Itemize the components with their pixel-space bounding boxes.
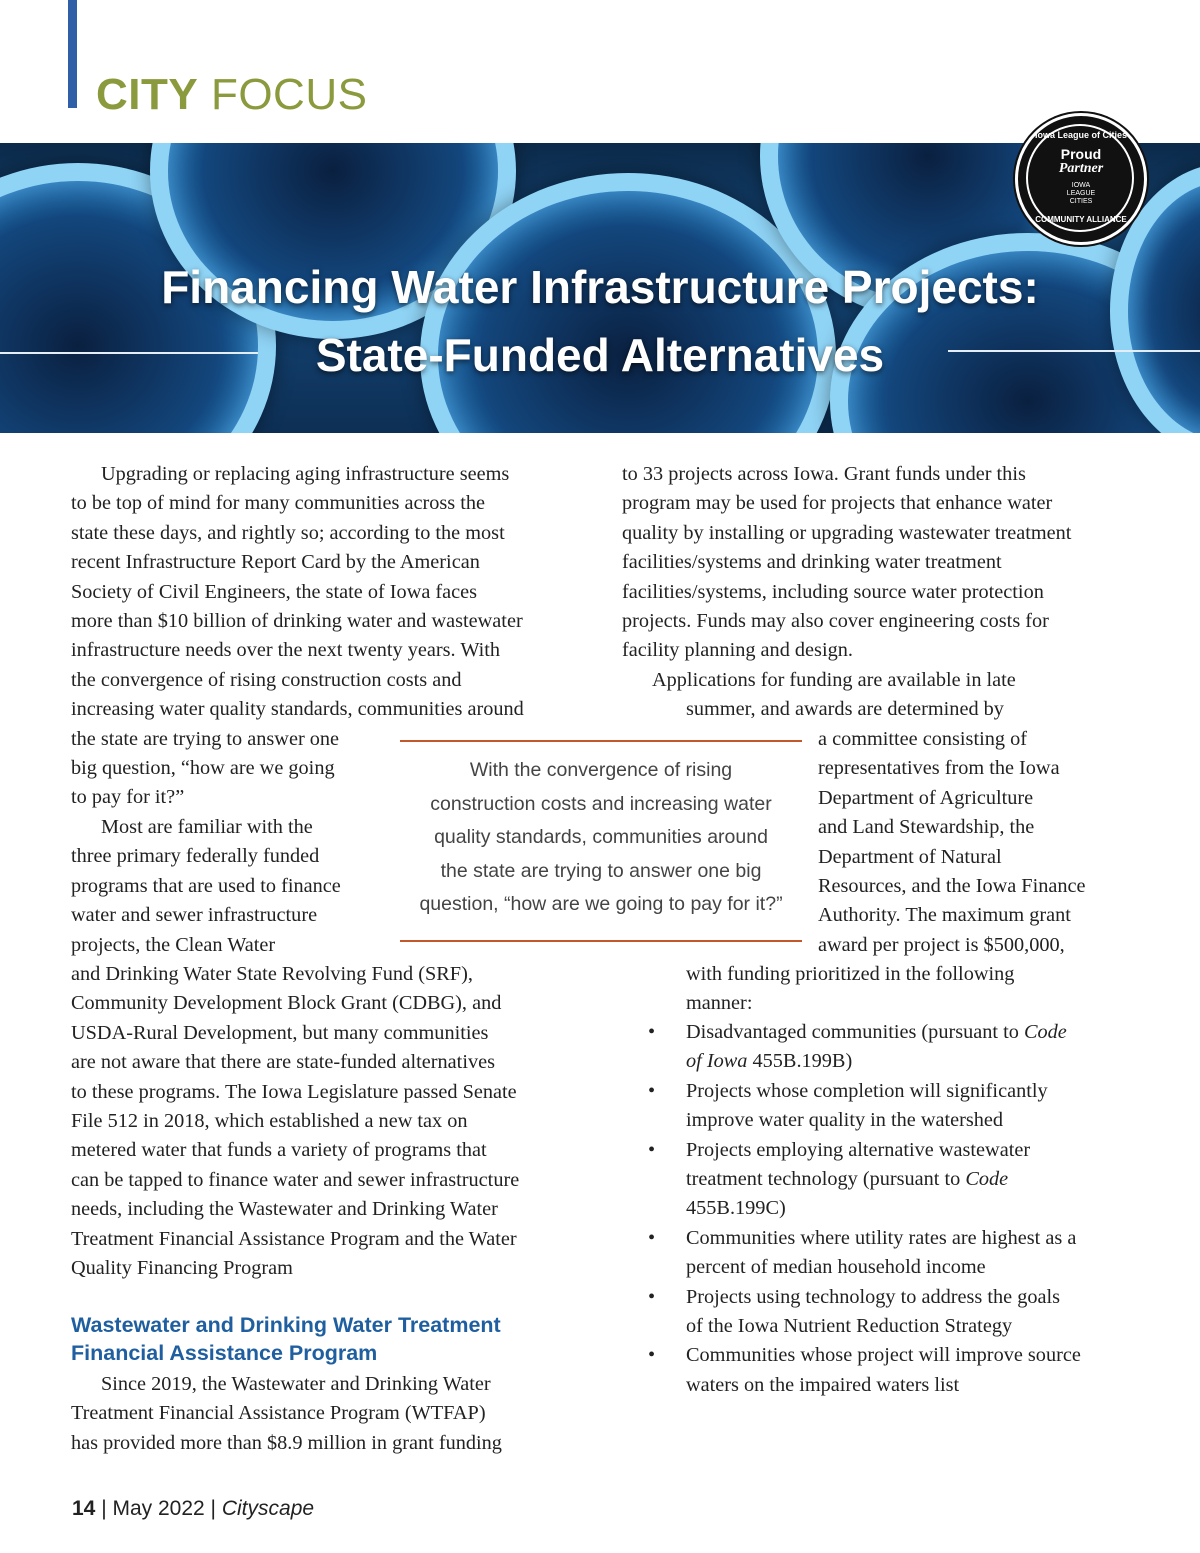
list-item: • Communities whose project will improve source waters on the impaired waters list xyxy=(648,1344,1081,1396)
publication-name: Cityscape xyxy=(221,1497,315,1520)
paragraph-2: Most are familiar with the three primary federally funded programs that are used to finance water and sewer infrastructure projects, the Clean Water and Drinking Water State Revolving Fund (SRF), Community Development Block Grant (CDBG), and USDA-Rural Development, but many communities are not aware that there are state-funded alternatives to these programs. The Iowa Legislature passed Senate File 512 in 2018, which established a new tax on metered water that funds a variety of programs that can be tapped to finance water and sewer infrastructure needs, including the Wastewater and Drinking Water Treatment Financial Assistance Program and the Water Quality Financing Program xyxy=(71,815,520,1279)
pull-quote xyxy=(400,740,802,942)
paragraph-1: Upgrading or replacing aging infrastructure seems to be top of mind for many communities across the state these days, and rightly so; according to the most recent Infrastructure Report Card by the American Society of Civil Engineers, the state of Iowa faces more than $10 billion of drinking water and wastewater infrastructure needs over the next twenty years. With the convergence of rising construction costs and increasing water quality standards, communities around the state are trying to answer one big question, “how are we going to pay for it?” xyxy=(71,463,524,809)
paragraph-3: Since 2019, the Wastewater and Drinking Water Treatment Financial Assistance Program (WTFAP) has provided more than $8.9 million in grant funding xyxy=(71,1373,502,1454)
badge-logo: IOWA LEAGUE CITIES xyxy=(1066,182,1096,205)
right-column-after: with funding prioritized in the following manner: xyxy=(686,963,1015,1015)
right-column-wrap: a committee consisting of representatives from the Iowa Department of Agriculture and Land Stewardship, the Department of Natural Resources, and the Iowa Finance Authority. The maximum grant award per project is $500,000, xyxy=(818,728,1086,956)
right-column-top: to 33 projects across Iowa. Grant funds under this program may be used for projects that enhance water quality by installing or upgrading wastewater treatment facilities/systems and drinking water treatment facilities/systems, including source water protection projects. Funds may also cover engineering costs for facility planning and design. Applications for funding are available in late summer, and awards are determined by xyxy=(622,463,1072,721)
badge-top-text: Iowa League of Cities xyxy=(1034,130,1128,140)
pull-quote-rule-top xyxy=(400,740,802,742)
badge-bottom-text: COMMUNITY ALLIANCE xyxy=(1035,215,1127,224)
section-heading: Wastewater and Drinking Water Treatment Financial Assistance Program xyxy=(71,1313,501,1365)
list-item: • Projects employing alternative wastewater treatment technology (pursuant to Code 455B.199C) xyxy=(648,1138,1031,1220)
accent-bar xyxy=(68,0,77,108)
badge-proud: Proud xyxy=(1060,146,1102,162)
partner-badge xyxy=(1015,113,1147,245)
pull-quote-rule-bottom xyxy=(400,940,802,942)
section-label: CITY FOCUS xyxy=(96,70,368,119)
page-footer: 14 | May 2022 | Cityscape xyxy=(72,1497,315,1520)
pull-quote-text: With the convergence of rising construction costs and increasing water quality standards, communities around the state are trying to answer one big question, “how are we going to pay for it?” xyxy=(419,759,783,915)
page-number: 14 xyxy=(72,1497,96,1520)
list-item: • Disadvantaged communities (pursuant to Code of Iowa 455B.199B) xyxy=(648,1021,1067,1073)
list-item: • Communities where utility rates are highest as a percent of median household income xyxy=(648,1226,1077,1279)
list-item: • Projects using technology to address the goals of the Iowa Nutrient Reduction Strategy xyxy=(648,1285,1061,1338)
priority-list xyxy=(648,1018,1148,1400)
list-item: • Projects whose completion will significantly improve water quality in the watershed xyxy=(648,1079,1048,1132)
article-title: Financing Water Infrastructure Projects: State-Funded Alternatives xyxy=(161,261,1039,381)
badge-partner: Partner xyxy=(1058,161,1104,176)
